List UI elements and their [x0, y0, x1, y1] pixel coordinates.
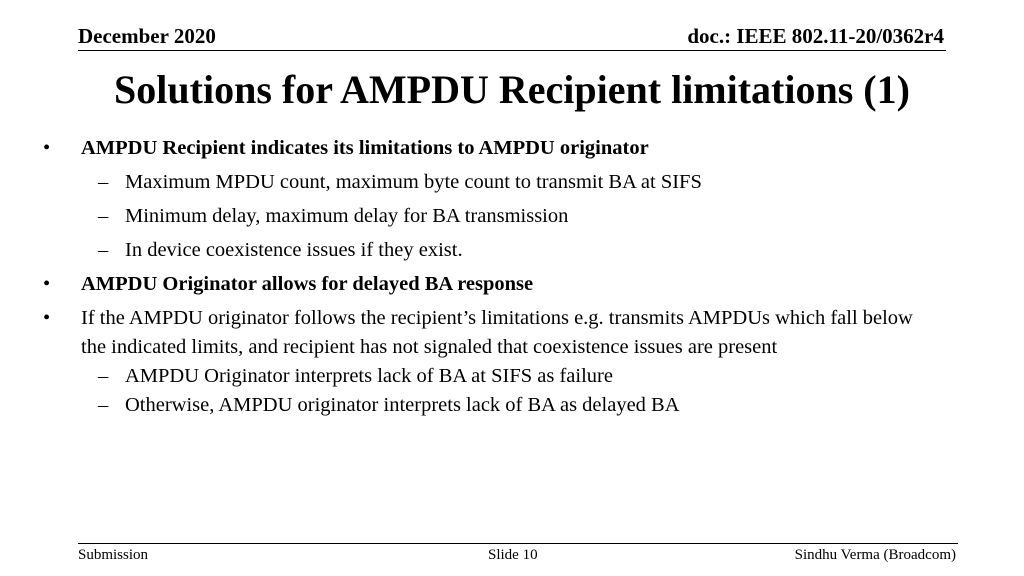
sub-bullet-item — [0, 202, 925, 231]
footer-submission: Submission — [78, 547, 149, 563]
header-date: December 2020 — [78, 24, 216, 48]
slide-title: Solutions for AMPDU Recipient limitations (1) — [114, 67, 910, 112]
sub-bullet-text: AMPDU Originator interprets lack of BA at SIFS as failure — [125, 365, 613, 387]
dash-mark: – — [98, 171, 109, 193]
sub-bullet-item — [0, 236, 925, 265]
dash-mark: – — [98, 239, 109, 261]
sub-bullet-text: Maximum MPDU count, maximum byte count to transmit BA at SIFS — [125, 171, 702, 193]
slide-body — [0, 134, 1024, 420]
bullet-text: AMPDU Recipient indicates its limitations to AMPDU originator — [81, 137, 649, 159]
bullet-mark: • — [43, 137, 51, 159]
bullet-mark: • — [43, 307, 51, 329]
bullet-item — [0, 270, 921, 299]
bullet-text: If the AMPDU originator follows the recipient’s limitations e.g. transmits AMPDUs which fall below the indicated limits, and recipient has not signaled that coexistence issues are present — [81, 307, 913, 358]
sub-bullet-text: Otherwise, AMPDU originator interprets lack of BA as delayed BA — [125, 394, 680, 416]
footer-slide-number: Slide 10 — [488, 547, 538, 563]
header-doc-id: doc.: IEEE 802.11-20/0362r4 — [687, 24, 944, 48]
sub-bullet-item — [0, 168, 925, 197]
sub-bullet-item — [0, 362, 925, 391]
dash-mark: – — [98, 205, 109, 227]
bullet-item — [0, 304, 921, 362]
header-divider — [78, 50, 946, 51]
bullet-mark: • — [43, 273, 51, 295]
footer-divider — [78, 543, 958, 544]
bullet-item — [0, 134, 921, 163]
bullet-text: AMPDU Originator allows for delayed BA response — [81, 273, 534, 295]
dash-mark: – — [98, 365, 109, 387]
footer-author: Sindhu Verma (Broadcom) — [794, 547, 956, 563]
sub-bullet-text: In device coexistence issues if they exist. — [125, 239, 463, 261]
sub-bullet-item — [0, 391, 925, 420]
dash-mark: – — [98, 394, 109, 416]
sub-bullet-text: Minimum delay, maximum delay for BA transmission — [125, 205, 569, 227]
